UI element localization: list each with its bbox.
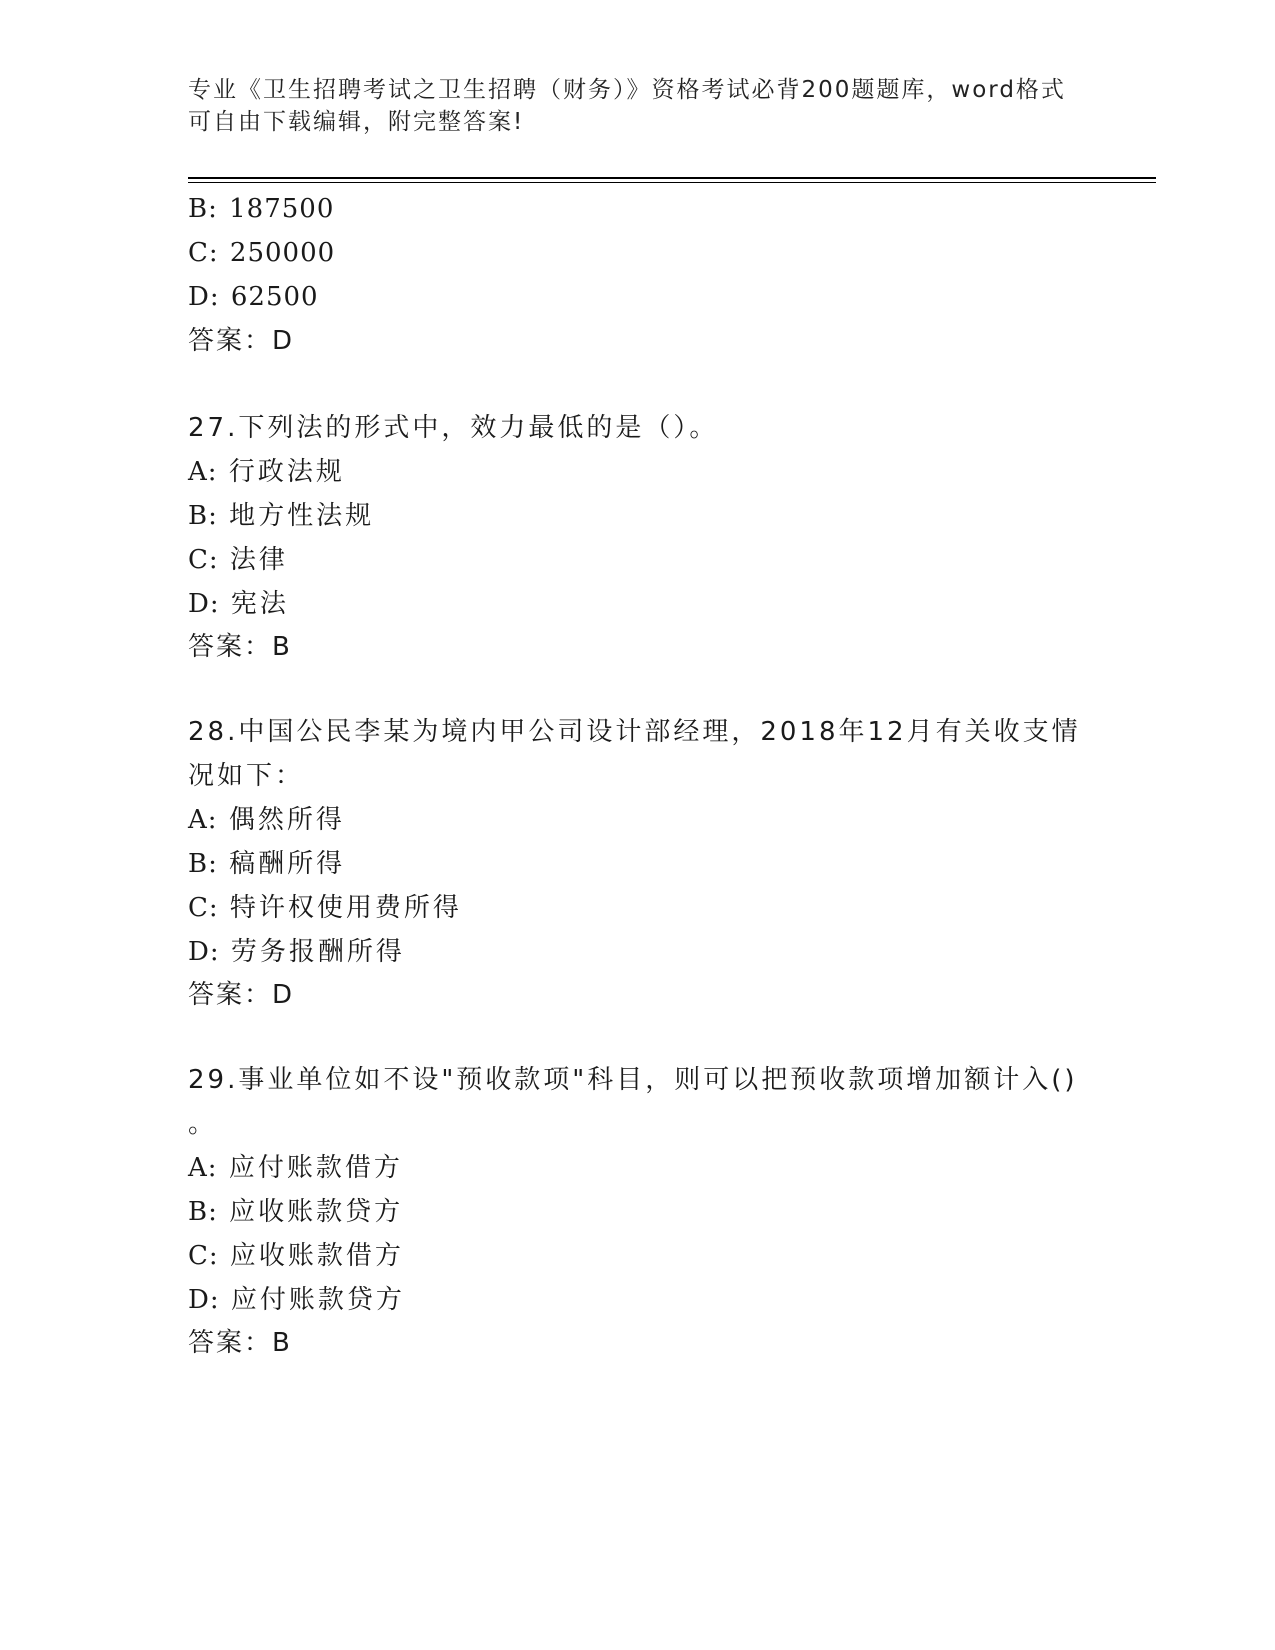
option-key: D: bbox=[188, 589, 220, 619]
option-key: C: bbox=[188, 238, 219, 268]
header-divider-thick bbox=[188, 177, 1156, 179]
option-28-b bbox=[188, 847, 345, 881]
question-29-text-line-2: 。 bbox=[188, 1109, 218, 1139]
answer-28: 答案：D bbox=[188, 980, 295, 1010]
option-27-a bbox=[188, 455, 345, 489]
option-text: 劳务报酬所得 bbox=[230, 937, 405, 967]
option-key: B: bbox=[188, 1197, 218, 1227]
option-29-d bbox=[188, 1283, 405, 1317]
option-29-b bbox=[188, 1195, 403, 1229]
option-key: D: bbox=[188, 937, 220, 967]
header-line-1: 专业《卫生招聘考试之卫生招聘（财务）》资格考试必背200题题库，word格式 bbox=[188, 77, 1066, 103]
option-key: D: bbox=[188, 1285, 220, 1315]
answer-prev: 答案：D bbox=[188, 326, 295, 356]
option-text: 应付账款贷方 bbox=[230, 1285, 405, 1315]
option-prev-c bbox=[188, 236, 335, 270]
option-text: 250000 bbox=[229, 238, 336, 268]
option-28-d bbox=[188, 935, 405, 969]
option-28-c bbox=[188, 891, 462, 925]
option-text: 宪法 bbox=[230, 589, 289, 619]
document-header bbox=[188, 74, 1068, 138]
option-27-d bbox=[188, 587, 289, 621]
question-28-text-line-1: 28.中国公民李某为境内甲公司设计部经理，2018年12月有关收支情 bbox=[188, 717, 1081, 747]
option-key: B: bbox=[188, 194, 218, 224]
option-text: 稿酬所得 bbox=[229, 849, 346, 879]
option-text: 应收账款借方 bbox=[229, 1241, 404, 1271]
question-27-text: 27.下列法的形式中，效力最低的是（）。 bbox=[188, 413, 719, 443]
header-line-2: 可自由下载编辑，附完整答案! bbox=[188, 109, 525, 135]
answer-29: 答案：B bbox=[188, 1328, 292, 1358]
option-29-c bbox=[188, 1239, 404, 1273]
option-text: 62500 bbox=[230, 282, 319, 312]
option-prev-b bbox=[188, 192, 334, 226]
option-text: 行政法规 bbox=[228, 457, 345, 487]
answer-27: 答案：B bbox=[188, 632, 292, 662]
option-text: 法律 bbox=[229, 545, 288, 575]
option-29-a bbox=[188, 1151, 403, 1185]
option-key: A: bbox=[188, 1153, 218, 1183]
option-text: 偶然所得 bbox=[228, 805, 345, 835]
question-28-text-line-2: 况如下： bbox=[188, 761, 305, 791]
option-28-a bbox=[188, 803, 345, 837]
option-key: C: bbox=[188, 893, 219, 923]
option-key: C: bbox=[188, 1241, 219, 1271]
option-key: A: bbox=[188, 457, 218, 487]
header-divider-thin bbox=[188, 182, 1156, 183]
option-key: A: bbox=[188, 805, 218, 835]
option-text: 应付账款借方 bbox=[228, 1153, 403, 1183]
option-27-b bbox=[188, 499, 374, 533]
option-text: 应收账款贷方 bbox=[229, 1197, 404, 1227]
option-key: C: bbox=[188, 545, 219, 575]
option-key: B: bbox=[188, 849, 218, 879]
option-text: 187500 bbox=[229, 194, 335, 224]
option-prev-d bbox=[188, 280, 319, 314]
option-text: 地方性法规 bbox=[229, 501, 375, 531]
option-27-c bbox=[188, 543, 288, 577]
question-29-text-line-1: 29.事业单位如不设"预收款项"科目，则可以把预收款项增加额计入() bbox=[188, 1065, 1078, 1095]
option-text: 特许权使用费所得 bbox=[229, 893, 462, 923]
option-key: D: bbox=[188, 282, 220, 312]
option-key: B: bbox=[188, 501, 218, 531]
